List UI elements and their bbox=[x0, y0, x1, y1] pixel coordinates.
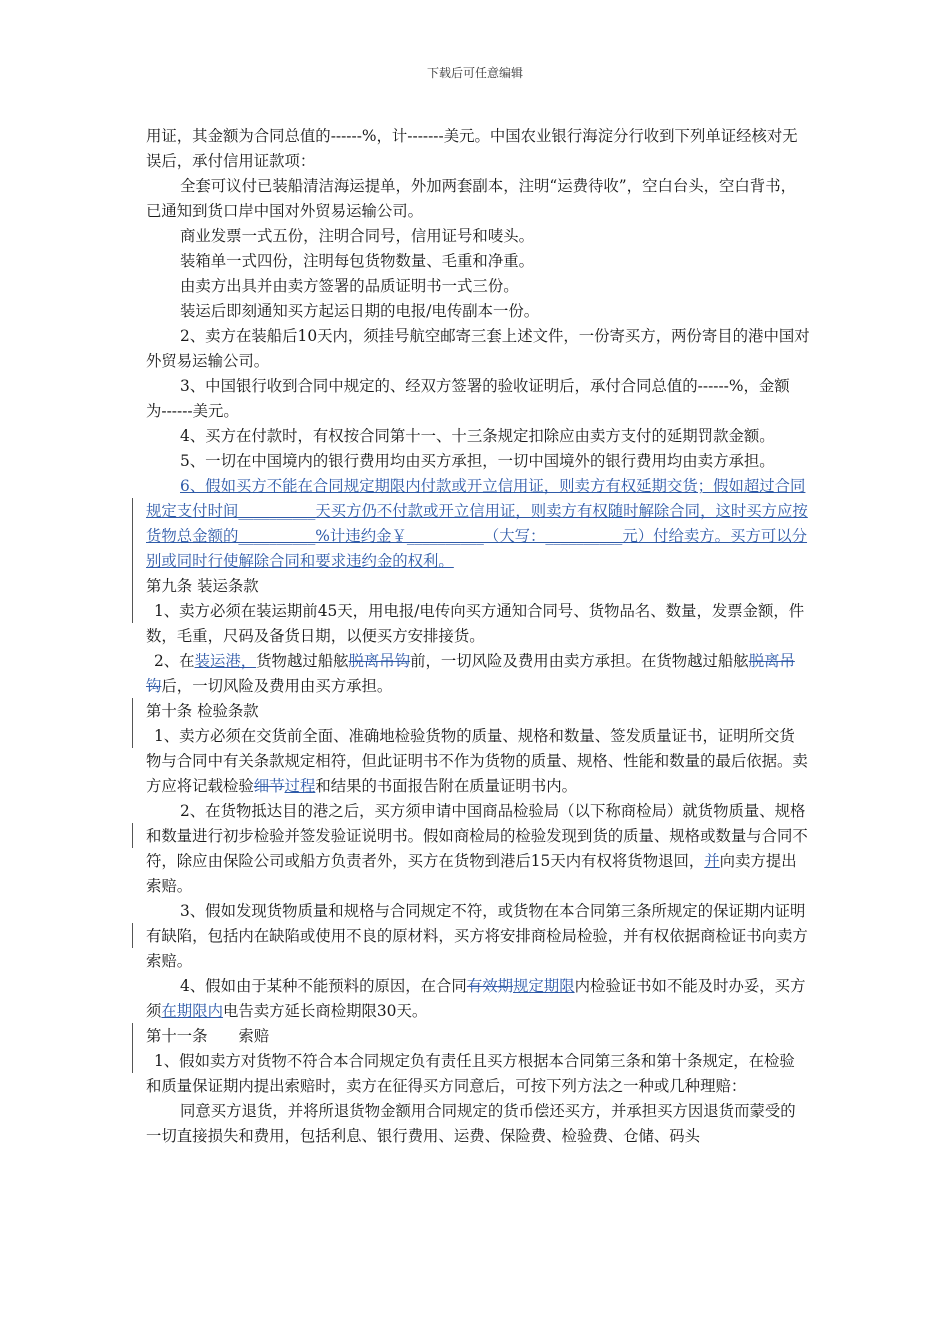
revision-bar bbox=[132, 923, 133, 948]
revision-bar bbox=[132, 698, 133, 748]
text-run: 和结果的书面报告附在质量证明书内。 bbox=[315, 777, 577, 795]
inserted-text: 并 bbox=[704, 852, 720, 870]
inserted-text: 在期限内 bbox=[161, 1002, 223, 1020]
inserted-text: 规定期限 bbox=[513, 977, 575, 995]
revision-bar bbox=[132, 498, 133, 623]
paragraph: 用证，其金额为合同总值的------%，计-------美元。中国农业银行海淀分行收到下列单证经核对无误后，承付信用证款项： bbox=[146, 127, 798, 170]
text-run: 向卖方提出索赔。 bbox=[146, 852, 797, 895]
text-run: 内检验证书如不能及时办妥，买方须 bbox=[146, 977, 806, 1020]
deleted-text: 脱离吊钩 bbox=[146, 652, 795, 695]
text-run: 后，一切风险及费用由买方承担。 bbox=[161, 677, 393, 695]
paragraph: 商业发票一式五份，注明合同号，信用证号和唛头。 bbox=[180, 227, 534, 245]
revision-bar bbox=[132, 823, 133, 848]
paragraph bbox=[146, 974, 810, 1024]
paragraph: 4、买方在付款时，有权按合同第十一、十三条规定扣除应由卖方支付的延期罚款金额。 bbox=[180, 427, 775, 445]
section-heading: 第十一条 索赔 bbox=[146, 1027, 270, 1045]
text-run: 2、在 bbox=[154, 652, 195, 670]
paragraph: 1、卖方必须在装运期前45天，用电报/电传向买方通知合同号、货物品名、数量，发票金额，件数，毛重，尺码及备货日期，以便买方安排接货。 bbox=[146, 602, 805, 645]
deleted-text: 细节 bbox=[253, 777, 285, 795]
revision-bar bbox=[132, 1023, 133, 1073]
text-run: 电告卖方延长商检期限30天。 bbox=[222, 1002, 428, 1020]
paragraph bbox=[146, 799, 810, 899]
paragraph: 装箱单一式四份，注明每包货物数量、毛重和净重。 bbox=[180, 252, 534, 270]
text-run: 前，一切风险及费用由卖方承担。在货物越过船舷 bbox=[410, 652, 749, 670]
text-run: 4、假如由于某种不能预料的原因，在合同 bbox=[180, 977, 467, 995]
paragraph: 由卖方出具并由卖方签署的品质证明书一式三份。 bbox=[180, 277, 519, 295]
text-run: 1、卖方必须在交货前全面、准确地检验货物的质量、规格和数量、签发质量证书，证明所交货物与合同中有关条款规定相符，但此证明书不作为货物的质量、规格、性能和数量的最后依据。卖方应将记载检验 bbox=[146, 727, 808, 795]
text-run: 2、在货物抵达目的港之后，买方须申请中国商品检验局（以下称商检局）就货物质量、规格和数量进行初步检验并签发验证说明书。假如商检局的检验发现到货的质量、规格或数量与合同不符，除应由保险公司或船方负责者外，买方在货物到港后15天内有权将货物退回， bbox=[146, 802, 808, 870]
paragraph bbox=[146, 724, 810, 799]
paragraph: 2、卖方在装船后10天内，须挂号航空邮寄三套上述文件，一份寄买方，两份寄目的港中国对外贸易运输公司。 bbox=[146, 327, 810, 370]
deleted-text: 有效期 bbox=[466, 977, 514, 995]
inserted-text: 装运港， bbox=[194, 652, 257, 670]
inserted-text: 过程 bbox=[284, 777, 316, 795]
paragraph: 1、假如卖方对货物不符合本合同规定负有责任且买方根据本合同第三条和第十条规定，在检验和质量保证期内提出索赔时，卖方在征得买方同意后，可按下列方法之一种或几种理赔： bbox=[146, 1052, 795, 1095]
paragraph: 3、假如发现货物质量和规格与合同规定不符，或货物在本合同第三条所规定的保证期内证明有缺陷，包括内在缺陷或使用不良的原材料，买方将安排商检局检验，并有权依据商检证书向卖方索赔。 bbox=[146, 902, 808, 970]
document-body bbox=[146, 124, 810, 1149]
text-run: 货物越过船舷 bbox=[256, 652, 349, 670]
section-heading: 第十条 检验条款 bbox=[146, 702, 259, 720]
paragraph: 全套可议付已装船清洁海运提单，外加两套副本，注明“运费待收”，空白台头，空白背书，已通知到货口岸中国对外贸易运输公司。 bbox=[146, 177, 796, 220]
paragraph: 3、中国银行收到合同中规定的、经双方签署的验收证明后，承付合同总值的------%，金额为------美元。 bbox=[146, 377, 790, 420]
paragraph: 5、一切在中国境内的银行费用均由买方承担，一切中国境外的银行费用均由卖方承担。 bbox=[180, 452, 775, 470]
paragraph: 同意买方退货，并将所退货物金额用合同规定的货币偿还买方，并承担买方因退货而蒙受的一切直接损失和费用，包括利息、银行费用、运费、保险费、检验费、仓储、码头 bbox=[146, 1102, 796, 1145]
page-header: 下载后可任意编辑 bbox=[426, 66, 523, 80]
paragraph bbox=[146, 649, 810, 699]
paragraph: 装运后即刻通知买方起运日期的电报/电传副本一份。 bbox=[180, 302, 540, 320]
deleted-text: 脱离吊钩 bbox=[348, 652, 411, 670]
section-heading: 第九条 装运条款 bbox=[146, 577, 259, 595]
inserted-paragraph: 6、假如买方不能在合同规定期限内付款或开立信用证，则卖方有权延期交货；假如超过合同规定支付时间__________天买方仍不付款或开立信用证，则卖方有权随时解除合同，这时买方应按货物总金额的__________%计违约金￥__________（大写：__________元）付给卖方。买方可以分别或同时行使解除合同和要求违约金的权利。 bbox=[146, 477, 808, 570]
